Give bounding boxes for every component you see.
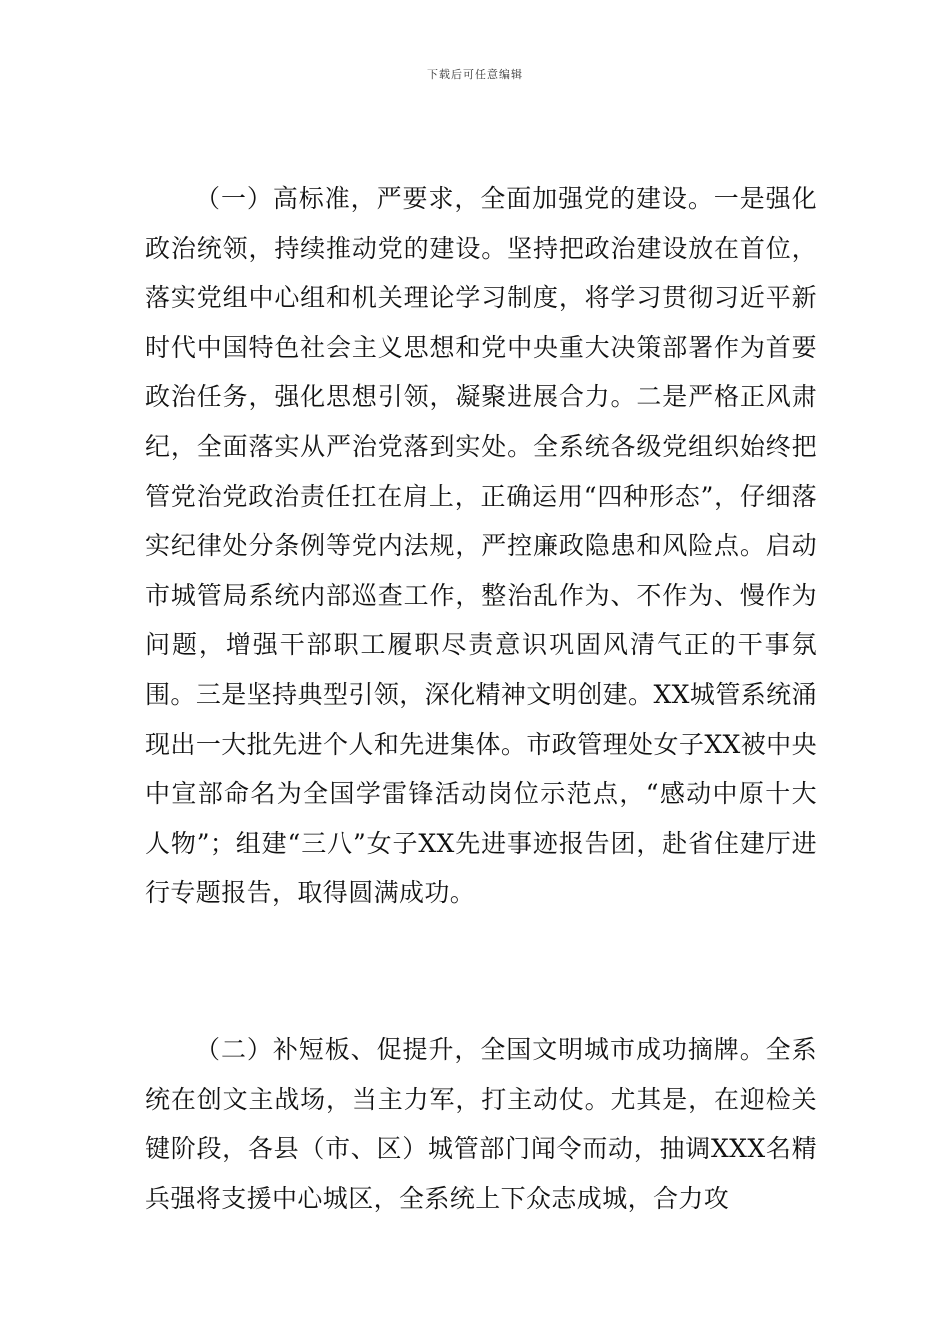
page-header: 下载后可任意编辑 xyxy=(427,68,523,81)
paragraph-1: （一）高标准，严要求，全面加强党的建设。一是强化政治统领，持续推动党的建设。坚持把政治建设放在首位，落实党组中心组和机关理论学习制度，将学习贯彻习近平新时代中国特色社会主义思想和党中央重大决策部署作为首要政治任务，强化思想引领，凝聚进展合力。二是严格正风肃纪，全面落实从严治党落到实处。全系统各级党组织始终把管党治党政治责任扛在肩上，正确运用“四种形态”，仔细落实纪律处分条例等党内法规，严控廉政隐患和风险点。启动市城管局系统内部巡查工作，整治乱作为、不作为、慢作为问题，增强干部职工履职尽责意识巩固风清气正的干事氛围。三是坚持典型引领，深化精神文明创建。XX城管系统涌现出一大批先进个人和先进集体。市政管理处女子XX被中央中宣部命名为全国学雷锋活动岗位示范点，“感动中原十大人物”；组建“三八”女子XX先进事迹报告团，赴省住建厅进行专题报告，取得圆满成功。 xyxy=(145,184,817,908)
paragraph-2: （二）补短板、促提升，全国文明城市成功摘牌。全系统在创文主战场，当主力军，打主动仗。尤其是，在迎检关键阶段，各县（市、区）城管部门闻令而动，抽调XXX名精兵强将支援中心城区，全系统上下众志成城，合力攻 xyxy=(145,1035,817,1213)
